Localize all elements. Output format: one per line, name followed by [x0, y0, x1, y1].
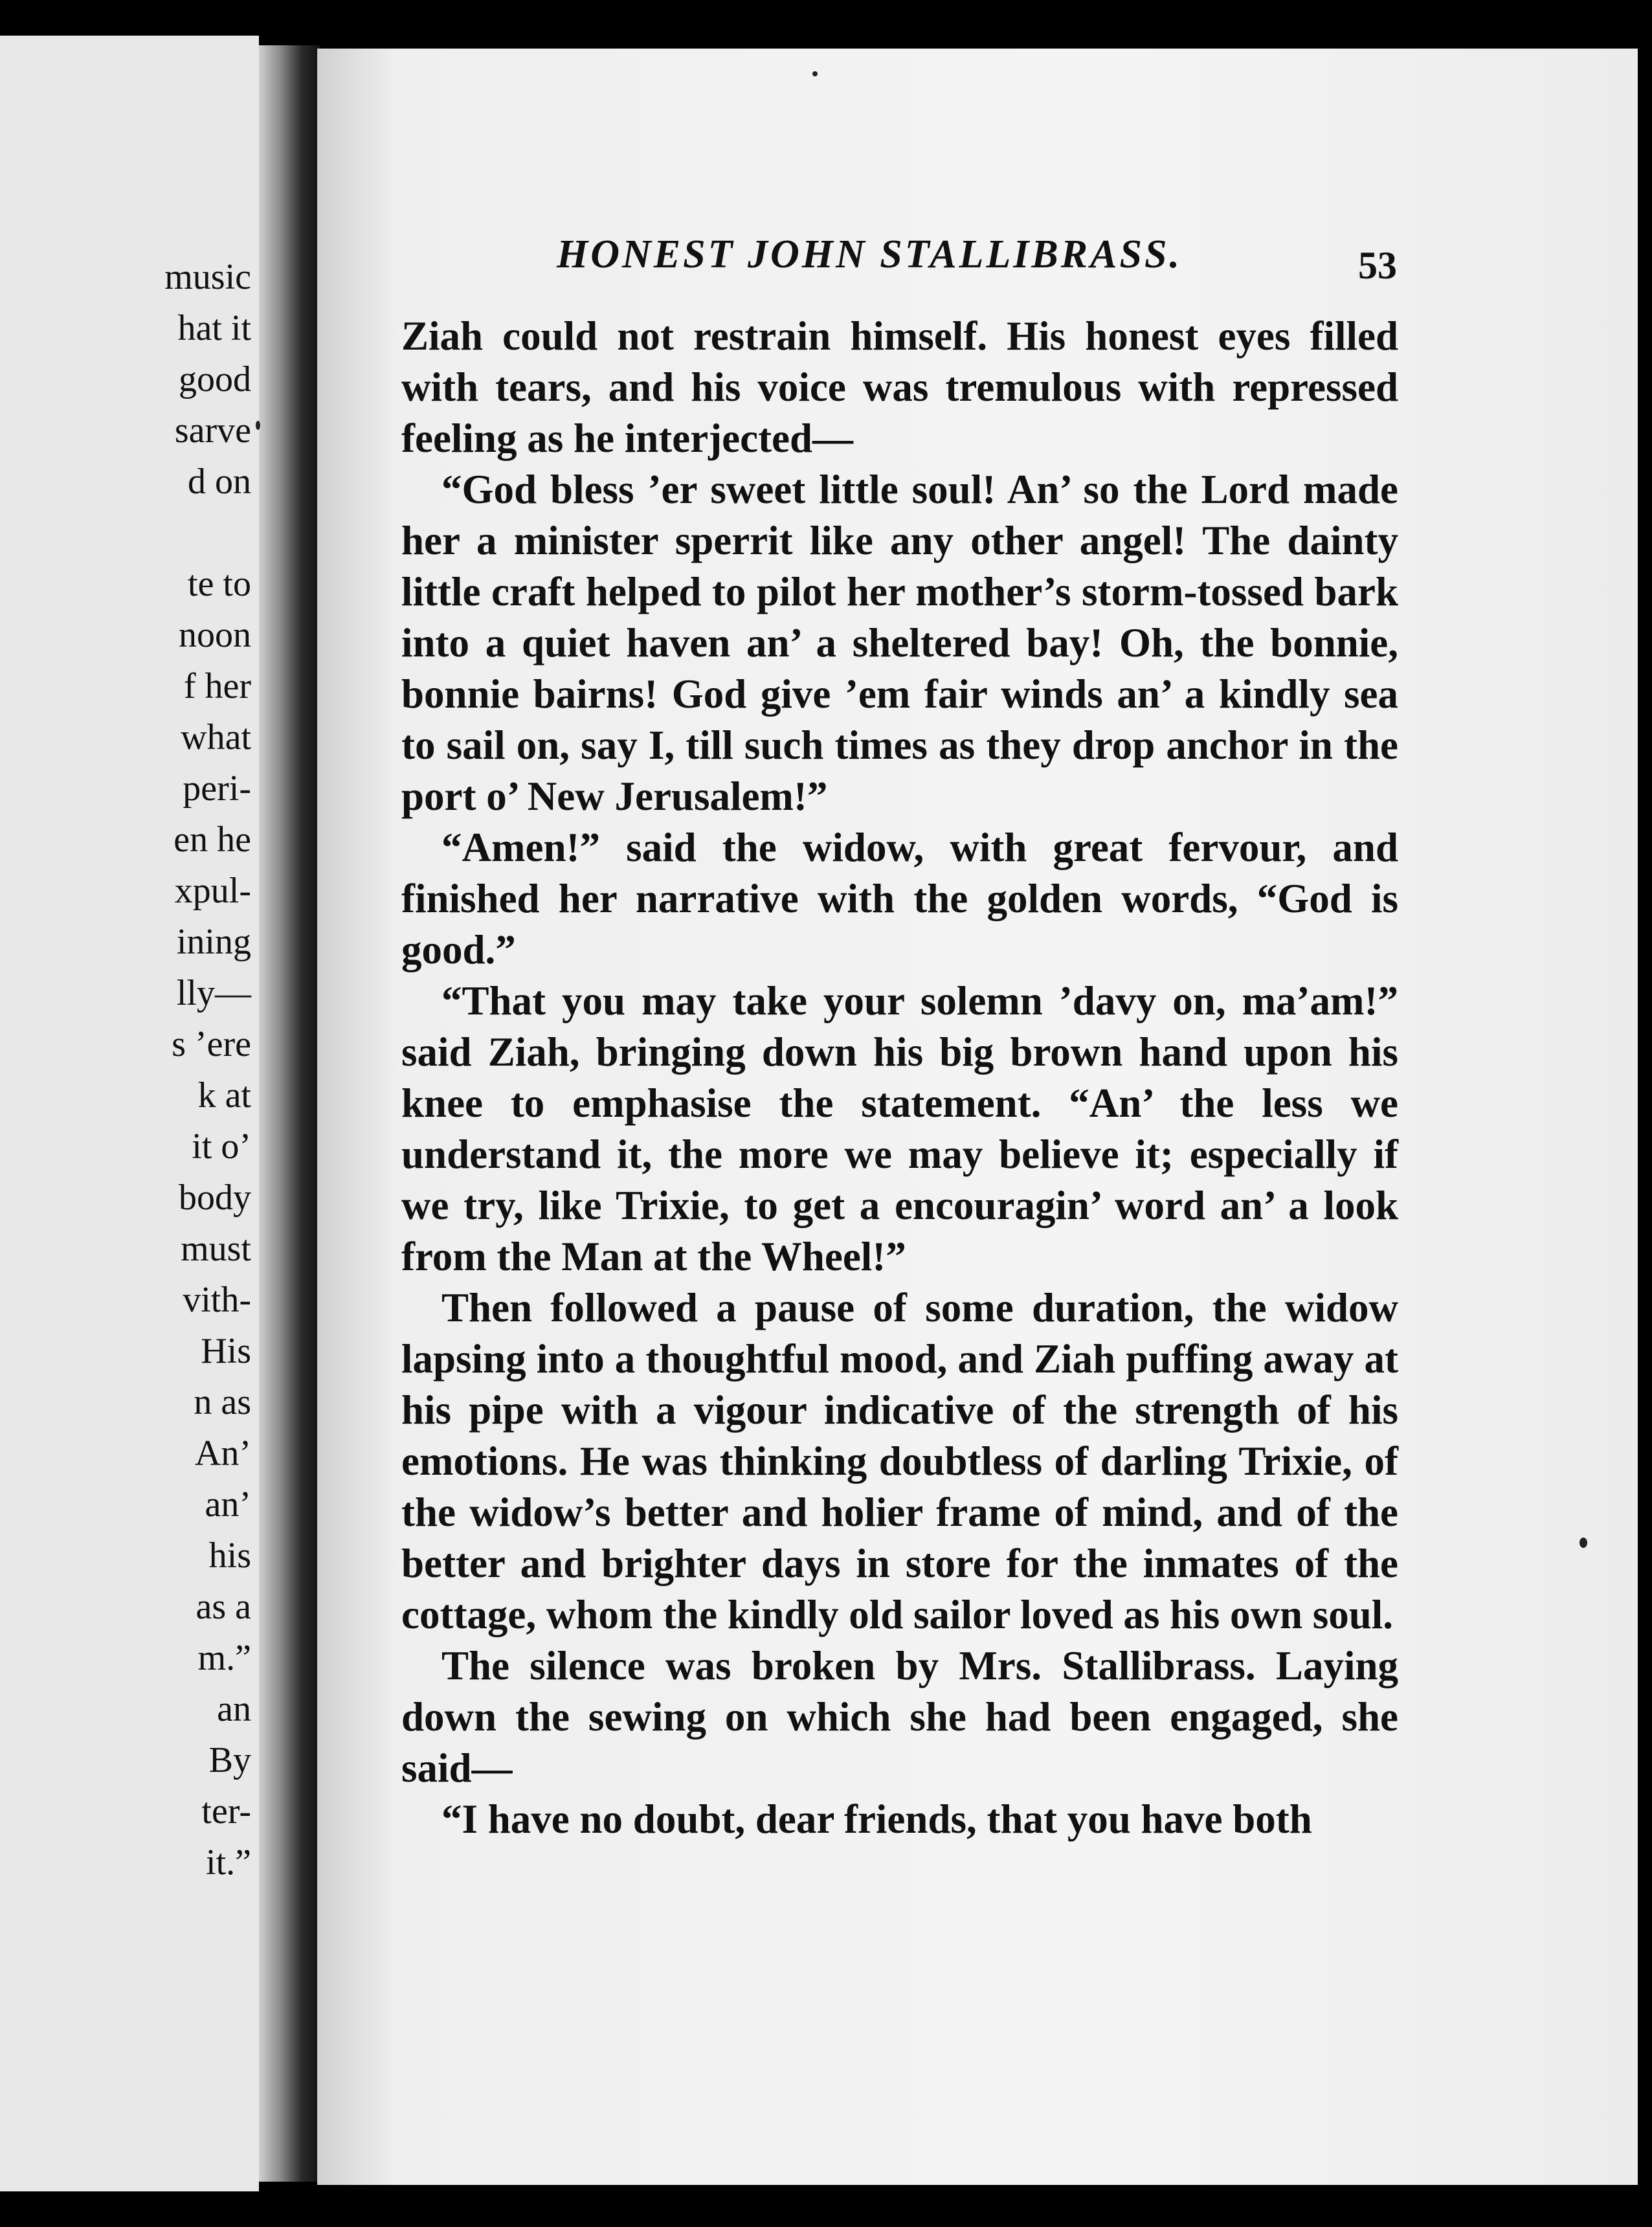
facing-page-line: good: [179, 359, 251, 399]
facing-page-line: s ’ere: [172, 1024, 251, 1064]
facing-page-line: what: [181, 717, 251, 757]
facing-page-line: n as: [194, 1382, 251, 1422]
facing-page-line: ter-: [201, 1791, 251, 1831]
facing-page-line: An’: [194, 1433, 251, 1473]
paragraph: “I have no doubt, dear friends, that you have both: [441, 1796, 1312, 1842]
facing-page-line: an’: [205, 1484, 251, 1525]
facing-page-line: an: [217, 1689, 251, 1729]
facing-page-line: vith-: [183, 1280, 251, 1320]
facing-page-line: f her: [183, 666, 251, 706]
paragraph: “That you may take your solemn ’davy on, ma’am!” said Ziah, bringing down his big brown hand upon his knee to emphasise the statement. “An’ the less we understand it, the more we may believe it; especially if we try, like Trixie, to get a encouragin’ word an’ a look from the Man at the Wheel!”: [401, 978, 1398, 1279]
facing-page: [0, 36, 259, 2191]
paragraph: Ziah could not restrain himself. His honest eyes filled with tears, and his voice was tremulous with repressed feeling as he interjected—: [401, 313, 1398, 461]
facing-page-line: lly—: [176, 973, 251, 1013]
facing-page-line: His: [201, 1331, 251, 1371]
facing-page-line: body: [179, 1178, 251, 1218]
facing-page-line: xpul-: [174, 871, 251, 911]
facing-page-line: te to: [188, 564, 251, 604]
paragraph: “Amen!” said the widow, with great fervour, and finished her narrative with the golden words, “God is good.”: [401, 825, 1398, 972]
facing-page-line: d on: [188, 462, 251, 502]
paragraph: Then followed a pause of some duration, the widow lapsing into a thoughtful mood, and Ziah puffing away at his pipe with a vigour indicative of the strength of his emotions. He was thinking doubtless of darling Trixie, of the widow’s better and holier frame of mind, and of the better and brighter days in store for the inmates of the cottage, whom the kindly old sailor loved as his own soul.: [401, 1285, 1398, 1637]
facing-page-line: m.”: [197, 1638, 251, 1678]
facing-page-line: it o’: [192, 1126, 251, 1167]
facing-page-line: ining: [176, 922, 251, 962]
page-number: 53: [1358, 244, 1397, 287]
facing-page-line: must: [181, 1229, 251, 1269]
facing-page-line: it.”: [206, 1842, 251, 1883]
body-text: [401, 311, 1398, 1845]
facing-page-line: his: [208, 1536, 251, 1576]
facing-page-line: noon: [179, 615, 251, 655]
facing-page-line: hat it: [177, 308, 251, 348]
scan-speck: [812, 71, 818, 76]
facing-page-line: en he: [173, 820, 251, 860]
facing-page-line: music: [164, 257, 251, 297]
running-header: HONEST JOHN STALLIBRASS.: [557, 232, 1182, 276]
facing-page-line: peri-: [183, 768, 251, 809]
scan-speck: [1579, 1538, 1587, 1548]
facing-page-line: sarve: [174, 410, 251, 451]
scan-speck: [256, 421, 260, 430]
book-gutter: [259, 45, 320, 2182]
paragraph: “God bless ’er sweet little soul! An’ so the Lord made her a minister sperrit like any other angel! The dainty little craft helped to pilot her mother’s storm-tossed bark into a quiet haven an’ a sheltered bay! Oh, the bonnie, bonnie bairns! God give ’em fair winds an’ a kindly sea to sail on, say I, till such times as they drop anchor in the port o’ New Jerusalem!”: [401, 467, 1398, 819]
facing-page-line: By: [208, 1740, 251, 1780]
facing-page-line: k at: [197, 1075, 251, 1115]
paragraph: The silence was broken by Mrs. Stallibrass. Laying down the sewing on which she had been engaged, she said—: [401, 1643, 1398, 1791]
facing-page-line: as a: [195, 1587, 251, 1627]
